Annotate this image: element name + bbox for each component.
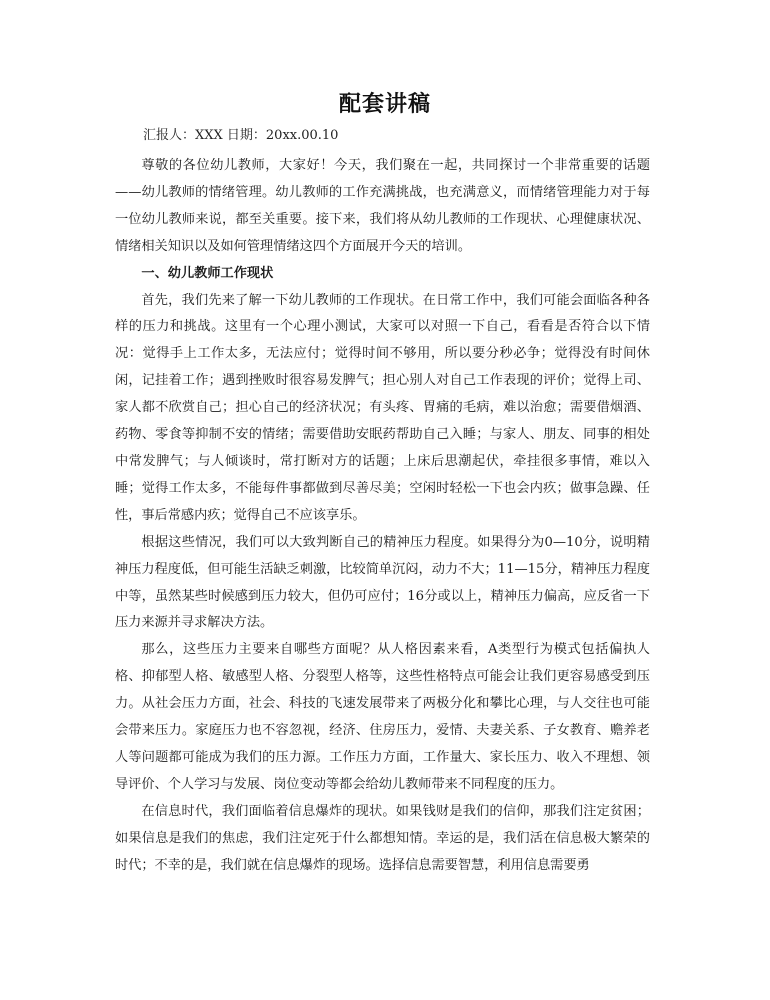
document-title: 配套讲稿	[338, 91, 431, 117]
paragraph-stress-score: 根据这些情况，我们可以大致判断自己的精神压力程度。如果得分为0—10分，说明精神压力程度低，但可能生活缺乏刺激，比较简单沉闷，动力不大；11—15分，精神压力程度中等，虽然某些时候感到压力较大，但仍可应付；16分或以上，精神压力偏高，应反省一下压力来源并寻求解决方法。	[115, 534, 650, 631]
document-body	[115, 153, 650, 879]
paragraph-information-age: 在信息时代，我们面临着信息爆炸的现状。如果钱财是我们的信仰，那我们注定贫困；如果信息是我们的焦虑，我们注定死于什么都想知情。幸运的是，我们活在信息极大繁荣的时代；不幸的是，我们就在信息爆炸的现场。选择信息需要智慧，利用信息需要勇	[115, 803, 650, 873]
paragraph-stress-sources: 那么，这些压力主要来自哪些方面呢？从人格因素来看，A类型行为模式包括偏执人格、抑郁型人格、敏感型人格、分裂型人格等，这些性格特点可能会让我们更容易感受到压力。从社会压力方面，社会、科技的飞速发展带来了两极分化和攀比心理，与人交往也可能会带来压力。家庭压力也不容忽视，经济、住房压力，爱情、夫妻关系、子女教育、赡养老人等问题都可能成为我们的压力源。工作压力方面，工作量大、家长压力、收入不理想、领导评价、个人学习与发展、岗位变动等都会给幼儿教师带来不同程度的压力。	[115, 642, 650, 792]
paragraph-intro: 尊敬的各位幼儿教师，大家好！今天，我们聚在一起，共同探讨一个非常重要的话题——幼儿教师的情绪管理。幼儿教师的工作充满挑战，也充满意义，而情绪管理能力对于每一位幼儿教师来说，都至关重要。接下来，我们将从幼儿教师的工作现状、心理健康状况、情绪相关知识以及如何管理情绪这四个方面展开今天的培训。	[115, 158, 650, 254]
paragraph-work-status: 首先，我们先来了解一下幼儿教师的工作现状。在日常工作中，我们可能会面临各种各样的压力和挑战。这里有一个心理小测试，大家可以对照一下自己，看看是否符合以下情况：觉得手上工作太多，无法应付；觉得时间不够用，所以要分秒必争；觉得没有时间休闲，记挂着工作；遇到挫败时很容易发脾气；担心别人对自己工作表现的评价；觉得上司、家人都不欣赏自己；担心自己的经济状况；有头疼、胃痛的毛病，难以治愈；需要借烟酒、药物、零食等抑制不安的情绪；需要借助安眠药帮助自己入睡；与家人、朋友、同事的相处中常发脾气；与人倾谈时，常打断对方的话题；上床后思潮起伏，牵挂很多事情，难以入睡；觉得工作太多，不能每件事都做到尽善尽美；空闲时轻松一下也会内疚；做事急躁、任性，事后常感内疚；觉得自己不应该享乐。	[115, 292, 650, 523]
section-heading-1: 一、幼儿教师工作现状	[141, 265, 274, 281]
document-meta: 汇报人：XXX 日期：20xx.00.10	[143, 128, 339, 143]
